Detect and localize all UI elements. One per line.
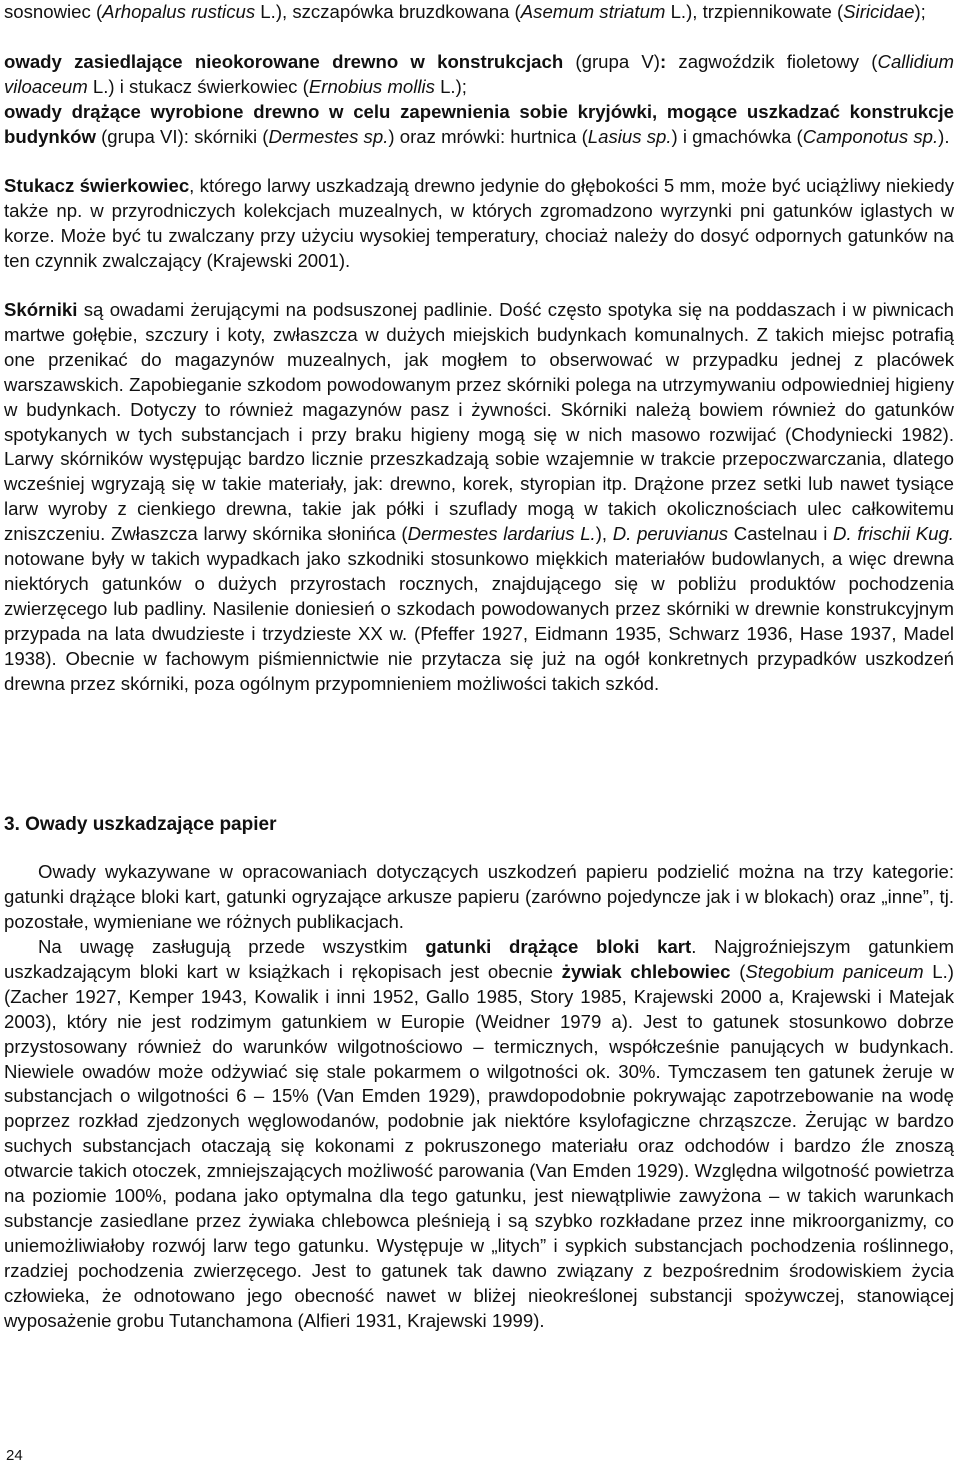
- section-heading: 3. Owady uszkadzające papier: [4, 814, 277, 835]
- text-segment: owady drążące wyrobione drewno w celu zapewnienia sobie kryjówki, mogące uszkadzać konstrukcje budynków: [4, 101, 954, 147]
- text-segment: :: [659, 51, 667, 72]
- text-segment: (grupa V): [563, 51, 660, 72]
- text-segment: (grupa VI): skórniki (: [95, 125, 269, 147]
- text-segment: Asemum striatum: [520, 1, 666, 22]
- text-segment: Owady wykazywane w opracowaniach dotyczących uszkodzeń papieru podzielić można na trzy kategorie: gatunki drążące bloki kart, gatunki ogryzające arkusze papieru (zarówno pojedyncze jak i w blokach) oraz „inne”, tj. pozostałe, wymieniane we różnych publikacjach.: [4, 861, 954, 932]
- text-segment: D. frischii Kug.: [833, 523, 954, 545]
- text-segment: Stegobium paniceum: [745, 960, 924, 982]
- text-segment: L.), trzpiennikowate (: [665, 1, 844, 22]
- text-segment: ),: [595, 523, 613, 545]
- text-segment: Arhopalus rusticus: [102, 1, 256, 22]
- text-segment: . Najgroźniejszym gatunkiem uszkadzającym bloki kart w książkach i rękopisach jest obecnie: [4, 936, 954, 982]
- text-segment: Castelnau i: [728, 523, 834, 545]
- text-segment: (: [730, 960, 746, 982]
- text-segment: Lasius sp.: [587, 125, 672, 147]
- paragraph-group-vi: [4, 100, 954, 150]
- text-segment: zagwoździk fioletowy (: [666, 51, 878, 72]
- paragraph-zywiak: [4, 935, 954, 1334]
- text-segment: , którego larwy uszkadzają drewno jedynie do głębokości 5 mm, może być uciążliwy niekiedy także np. w przyrodniczych kolekcjach muzealnych, w których zgromadzono wyrzynki pni gatunków iglastych w korze. Może być tu zwalczany przy użyciu wysokiej temperatury, chociaż należy do dosyć odpornych gatunków na ten czynnik zwalczający (Krajewski 2001).: [4, 175, 955, 271]
- page-number: 24: [6, 1447, 23, 1464]
- paragraph-skorniki: [4, 298, 954, 697]
- text-segment: L.) (Zacher 1927, Kemper 1943, Kowalik i inni 1952, Gallo 1985, Story 1985, Krajewski 2000 a, Krajewski i Matejak 2003), który nie jest rodzimym gatunkiem w Europie (Weidner 1979 a). Jest to gatunek stosunkowo dobrze przystosowany również do warunków wilgotnościowo – termicznych, współcześnie panujących w budynkach. Niewiele owadów może odżywiać się stale pokarmem o wilgotności ok. 30%. Tymczasem ten gatunek żeruje w substancjach o wilgotności 6 – 15% (Van Emden 1929), prawdopodobnie pokrywając zapotrzebowanie na wodę poprzez rozkład zjedzonych węglowodanów, podobnie jak niektóre ksylofagiczne chrząszcze. Żerując w bardzo suchych substancjach otaczają się kokonami z pokruszonego materiału oraz odchodów i bardzo źle znoszą otwarcie takich otoczek, zmniejszających możliwość parowania (Van Emden 1929). Względna wilgotność powietrza na poziomie 100%, podana jako optymalna dla tego gatunku, jest niewątpliwie zawyżona – w takich warunkach substancje zasiedlane przez żywiaka chlebowca pleśnieją i są szybko rozkładane przez inne mikroorganizmy, co uniemożliwiałoby rozwój larw tego gatunku. Występuje w „litych” i sypkich substancjach pochodzenia roślinnego, rzadziej pochodzenia zwierzęcego. Jest to gatunek tak dawno związany z bezpośrednim środowiskiem życia człowieka, że odnotowano jego obecność nawet w bliżej nieokreślonej substancji spożywczej, stanowiącej wyposażenie grobu Tutanchamona (Alfieri 1931, Krajewski 1999).: [4, 960, 954, 1331]
- text-segment: D. peruvianus: [612, 523, 729, 545]
- text-segment: Siricidae: [843, 1, 915, 22]
- text-segment: są owadami żerującymi na podsuszonej padlinie. Dość często spotyka się na poddaszach i w piwnicach martwe gołębie, szczury i koty, zwłaszcza w dużych miejskich budynkach komunalnych. Z takich miejsc potrafią one przenikać do magazynów muzealnych, jak mogłem to obserwować w przypadku jednej z placówek warszawskich. Zapobieganie szkodom powodowanym przez skórniki polega na utrzymywaniu odpowiedniej higieny w budynkach. Dotyczy to również magazynów pasz i żywności. Skórniki należą bowiem również do gatunków spotykanych w tych substancjach i przy braku higieny mogą się w nich masowo rozwijać (Chodyniecki 1982). Larwy skórników występując bardzo licznie przeszkadzają sobie wzajemnie w trakcie przepoczwarczania, dlatego wcześniej wgryzają się w takie materiały, jak: drewno, korek, styropian itp. Drążone przez setki lub nawet tysiące larw wyroby z cienkiego drewna, takie jak półki i szuflady mogą w takich okolicznościach ulec całkowitemu zniszczeniu. Zwłaszcza larwy skórnika słonińca (: [4, 299, 954, 545]
- text-segment: ) i gmachówka (: [671, 125, 803, 147]
- text-segment: ).: [938, 125, 950, 147]
- text-segment: gatunki drążące bloki kart: [425, 936, 692, 957]
- text-segment: L.);: [434, 75, 467, 97]
- paragraph-intro: [4, 860, 954, 935]
- text-segment: );: [914, 1, 926, 22]
- paragraph-stukacz: [4, 174, 954, 274]
- text-segment: L.: [580, 523, 596, 545]
- text-segment: Stukacz świerkowiec: [4, 175, 190, 196]
- text-segment: L.) i stukacz świerkowiec (: [87, 75, 309, 97]
- text-segment: Na uwagę zasługują przede wszystkim: [38, 936, 426, 957]
- text-segment: Callidium viloaceum: [4, 51, 954, 97]
- text-segment: Ernobius mollis: [308, 75, 435, 97]
- text-segment: notowane były w takich wypadkach jako szkodniki stosunkowo miękkich materiałów budowlanych, a więc drewna niektórych gatunków o dużych przyrostach rocznych, znajdującego się w pobliżu produktów pochodzenia zwierzęcego lub padliny. Nasilenie doniesień o szkodach powodowanych przez skórniki w drewnie konstrukcyjnym przypada na lata dwudzieste i trzydzieste XX w. (Pfeffer 1927, Eidmann 1935, Schwarz 1936, Hase 1937, Madel 1938). Obecnie w fachowym piśmiennictwie nie przytacza się już na ogół konkretnych przypadków uszkodzeń drewna przez skórniki, poza ogólnym przypomnieniem możliwości takich szkód.: [4, 548, 954, 694]
- text-segment: ) oraz mrówki: hurtnica (: [388, 125, 588, 147]
- paragraph-species-list-end: [4, 0, 954, 25]
- text-segment: sosnowiec (: [4, 1, 103, 22]
- text-segment: Skórniki: [4, 299, 78, 320]
- text-segment: żywiak chlebowiec: [561, 960, 731, 982]
- text-segment: Dermestes lardarius: [407, 523, 575, 545]
- text-segment: L.), szczapówka bruzdkowana (: [255, 1, 521, 22]
- text-segment: Camponotus sp.: [802, 125, 939, 147]
- text-segment: Dermestes sp.: [268, 125, 389, 147]
- paragraph-group-v: [4, 50, 954, 100]
- text-segment: owady zasiedlające nieokorowane drewno w konstrukcjach: [4, 51, 564, 72]
